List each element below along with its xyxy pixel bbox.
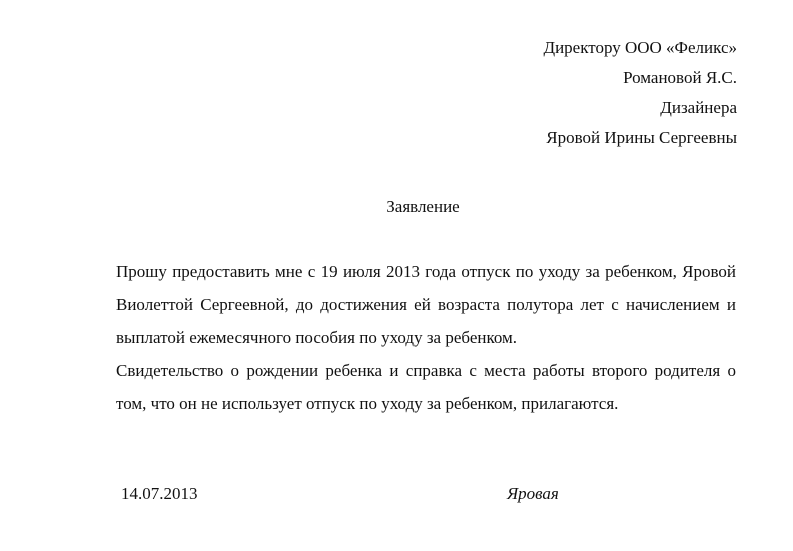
document-body xyxy=(116,255,736,420)
addressee-line-position: Дизайнера xyxy=(660,98,737,117)
addressee-line-director-name: Романовой Я.С. xyxy=(623,68,737,87)
document-title: Заявление xyxy=(386,197,460,216)
body-paragraph-attachments: Свидетельство о рождении ребенка и справка с места работы второго родителя о том, что он не использует отпуск по уходу за ребенком, прилагаются. xyxy=(116,361,736,413)
addressee-line-company: Директору ООО «Феликс» xyxy=(543,38,737,57)
body-paragraph-request: Прошу предоставить мне с 19 июля 2013 года отпуск по уходу за ребенком, Яровой Виолеттой Сергеевной, до достижения ей возраста полутора лет с начислением и выплатой ежемесячного пособия по уходу за ребенком. xyxy=(116,262,736,347)
document-date: 14.07.2013 xyxy=(121,484,198,503)
addressee-line-applicant-name: Яровой Ирины Сергеевны xyxy=(546,128,737,147)
addressee-block xyxy=(543,33,737,153)
signature: Яровая xyxy=(507,484,559,503)
